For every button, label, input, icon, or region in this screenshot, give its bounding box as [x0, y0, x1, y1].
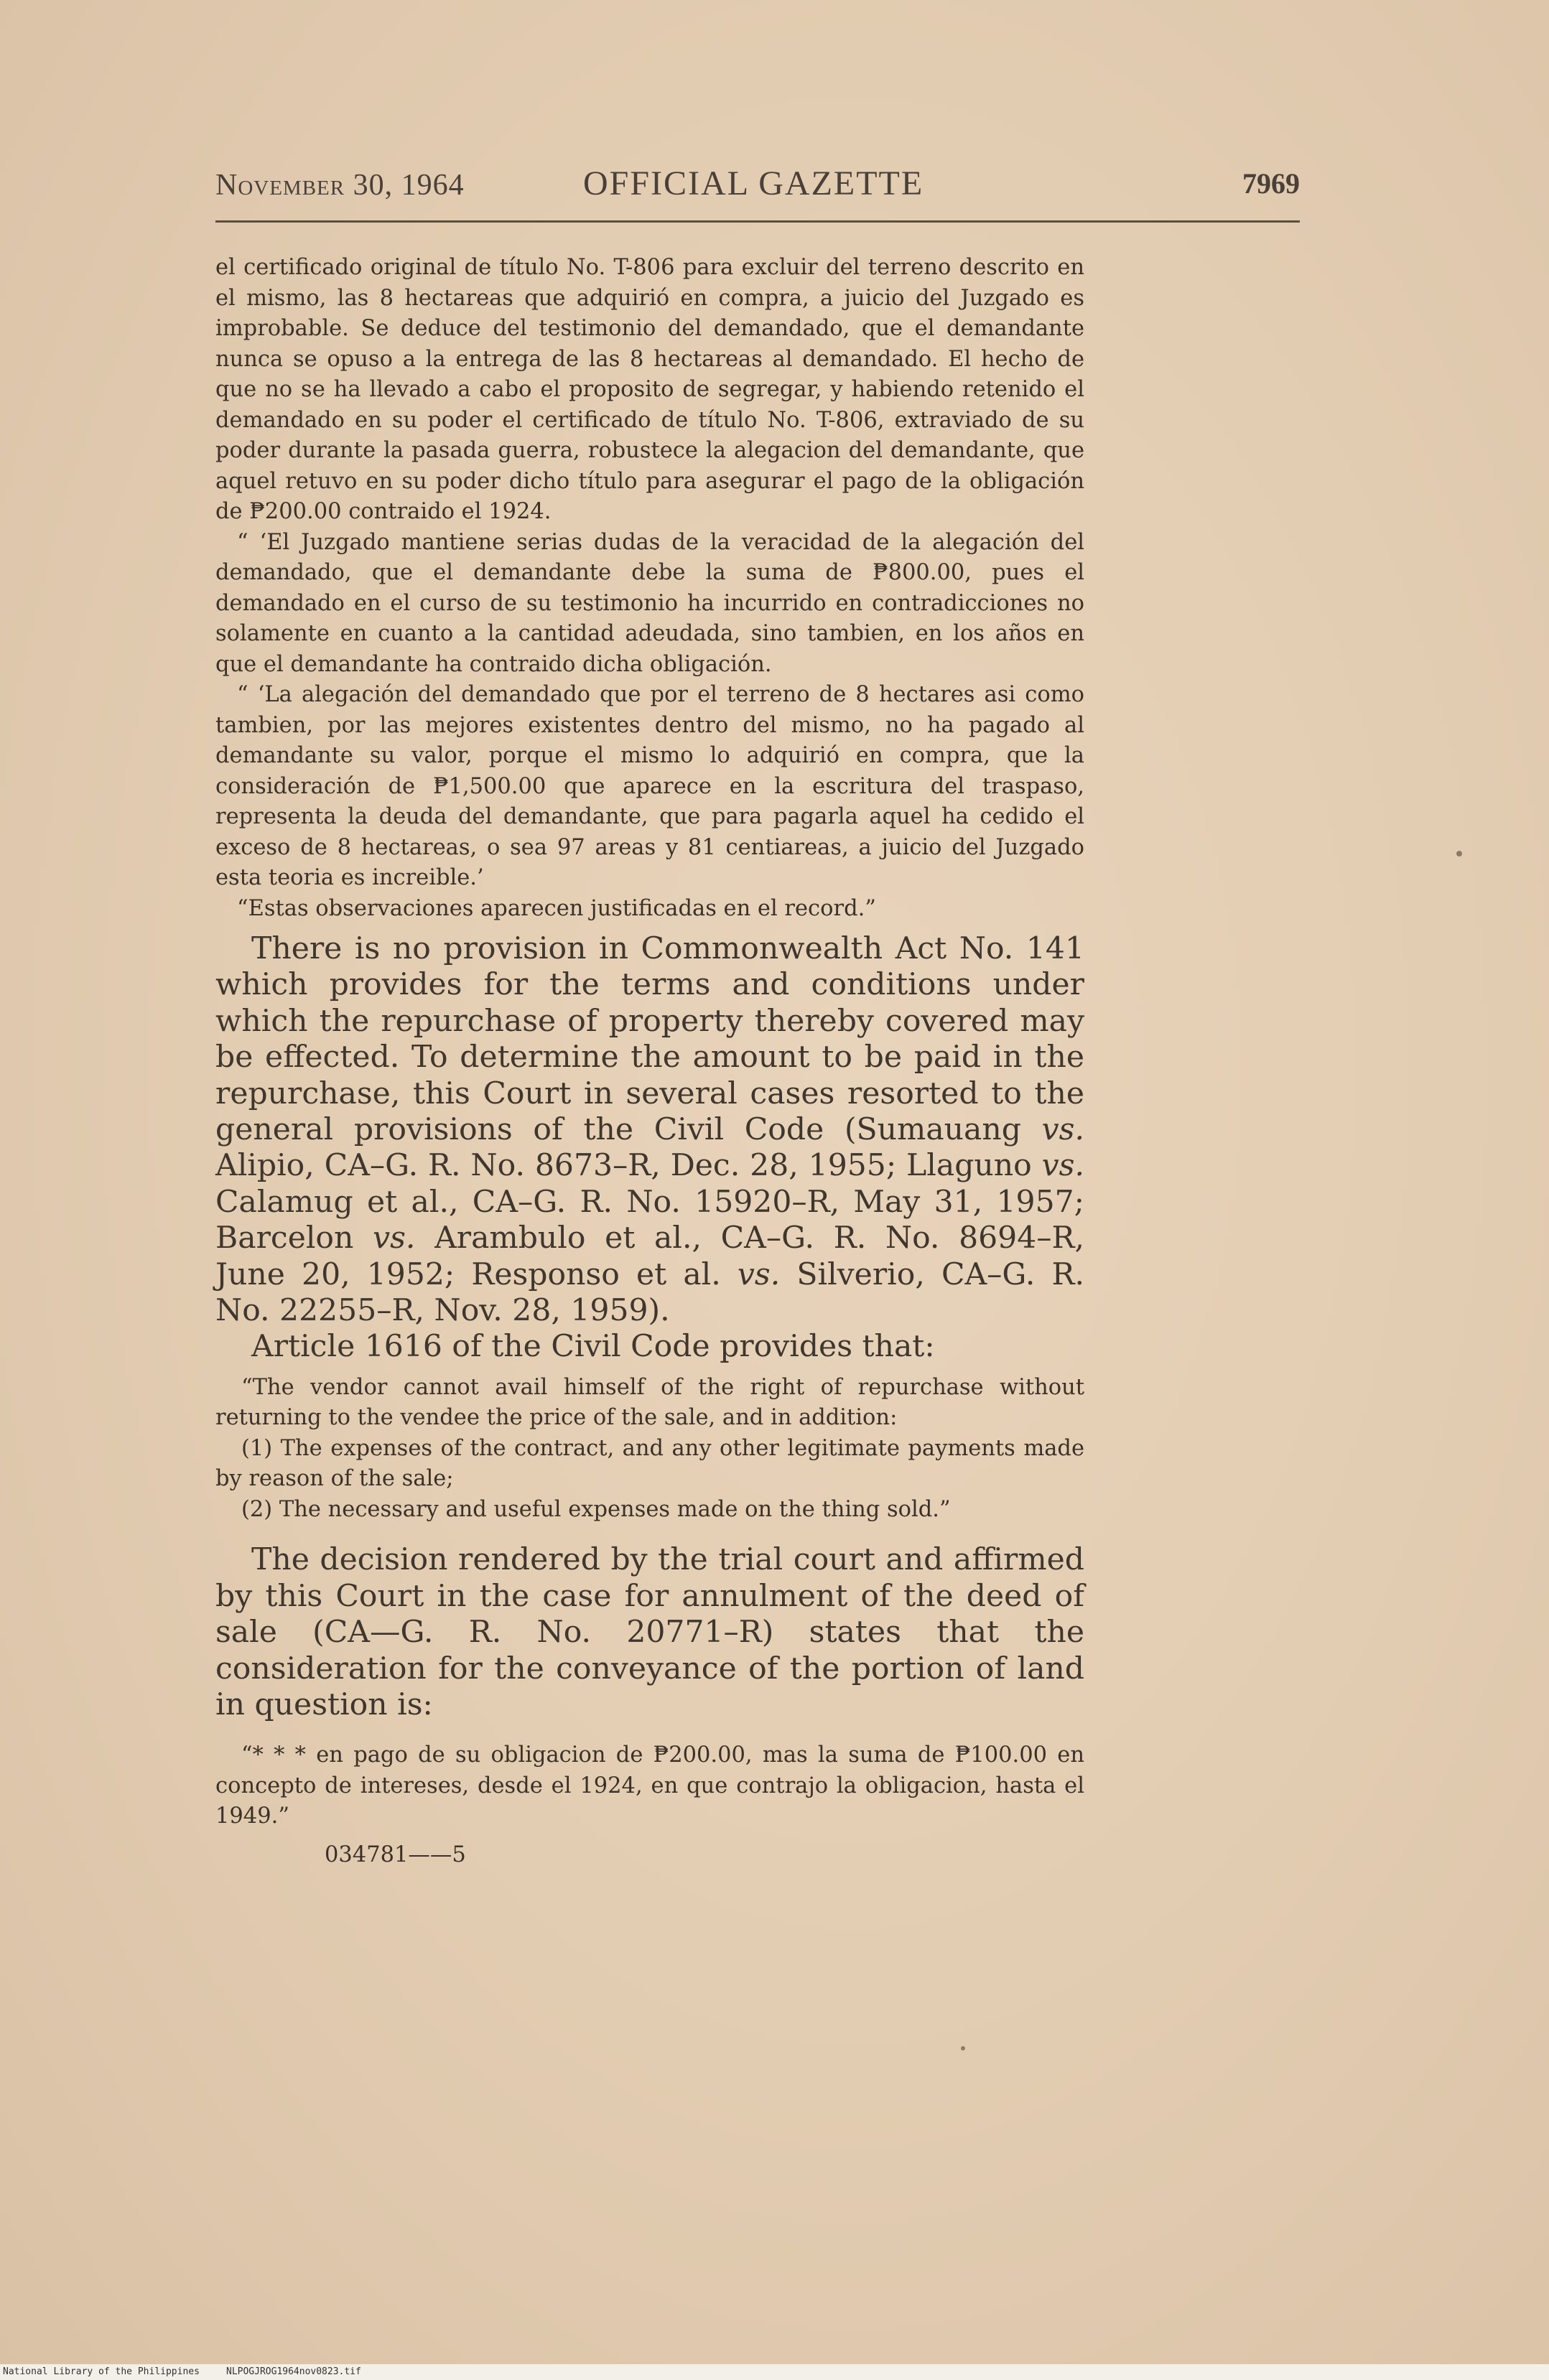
spacer — [215, 1525, 1084, 1542]
scan-footer — [0, 2364, 1549, 2380]
print-code: 034781——5 — [325, 1842, 466, 1867]
versus-label: vs. — [1041, 1112, 1084, 1148]
quote-item-2: (2) The necessary and useful expenses made on the thing sold.” — [241, 1496, 951, 1522]
page-header — [215, 164, 1300, 207]
paragraph-decision: The decision rendered by the trial court and affirmed by this Court in the case for annulment of the deed of sale (CA—G. R. No. 20771–R) states that the consideration for the conveyance of the portion of land in question is: — [215, 1542, 1084, 1722]
text-segment: Alipio, CA–G. R. No. 8673–R, Dec. 28, 1955; Llaguno — [215, 1148, 1042, 1184]
quote-obligacion: “* * * en pago de su obligacion de ₱200.00, mas la suma de ₱100.00 en concepto de intereses, desde el 1924, en que contrajo la obligacion, hasta el 1949.” — [215, 1742, 1084, 1829]
paragraph-certificado: el certificado original de título No. T-806 para excluir del terreno descrito en el mismo, las 8 hectareas que adquirió en compra, a juicio del Juzgado es improbable. Se deduce del testimonio del demandado, que el demandante nunca se opuso a la entrega de las 8 hectareas al demandado. El hecho de que no se ha llevado a cabo el proposito de segregar, y habiendo retenido el demandado en su poder el certificado de título No. T-806, extraviado de su poder durante la pasada guerra, robustece la alegacion del demandante, que aquel retuvo en su poder dicho título para asegurar el pago de la obligación de ₱200.00 contraido el 1924. — [215, 255, 1084, 524]
page-body — [215, 253, 1084, 1867]
paragraph-article-1616: Article 1616 of the Civil Code provides that: — [251, 1329, 935, 1365]
page-number: 7969 — [1242, 167, 1300, 200]
article-quote — [215, 1373, 1084, 1526]
spacer — [215, 924, 1084, 931]
paragraph-observaciones: “Estas observaciones aparecen justificadas en el record.” — [237, 895, 876, 921]
spacer — [215, 1366, 1084, 1373]
quote-vendor: “The vendor cannot avail himself of the right of repurchase without returning to the vendee the price of the sale, and in addition: — [215, 1374, 1084, 1431]
footer-file: NLPOGJROG1964nov0823.tif — [226, 2366, 361, 2377]
spacer — [215, 1723, 1084, 1740]
versus-label: vs. — [1041, 1148, 1084, 1184]
header-rule — [215, 220, 1300, 223]
ink-speck — [1456, 851, 1462, 857]
paragraph-juzgado-dudas: “ ‘El Juzgado mantiene serias dudas de la veracidad de la alegación del demandado, que el demandante debe la suma de ₱800.00, pues el demandado en el curso de su testimonio ha incurrido en contradicciones no solamente en cuanto a la cantidad adeudada, sino tambien, en los años en que el demandante ha contraido dicha obligación. — [215, 529, 1084, 677]
text-segment: Silverio, CA–G. R. No. 22255–R, Nov. 28, 1959). — [215, 1256, 1084, 1329]
publication-title: OFFICIAL GAZETTE — [583, 164, 924, 202]
issue-date: November 30, 1964 — [215, 169, 465, 202]
quote-item-1: (1) The expenses of the contract, and any other legitimate payments made by reason of the sale; — [215, 1435, 1084, 1492]
footer-library: National Library of the Philippines — [3, 2366, 200, 2377]
text-segment: Arambulo et al., CA–G. R. No. 8694–R, June 20, 1952; Responso et al. — [215, 1221, 1084, 1292]
text-segment: Calamug et al., CA–G. R. No. 15920–R, May 31, 1957; Barcelon — [215, 1184, 1084, 1256]
ink-speck — [961, 2046, 965, 2050]
versus-label: vs. — [737, 1256, 781, 1292]
decision-quote — [215, 1740, 1084, 1832]
paragraph-commonwealth-act — [215, 931, 1084, 1329]
paragraph-alegacion: “ ‘La alegación del demandado que por el terreno de 8 hectares asi como tambien, por las mejores existentes dentro del mismo, no ha pagado al demandante su valor, porque el mismo lo adquirió en compra, que la consideración de ₱1,500.00 que aparece en la escritura del traspaso, representa la deuda del demandante, que para pagarla aquel ha cedido el exceso de 8 hectareas, o sea 97 areas y 81 centiareas, a juicio del Juzgado esta teoria es increible.’ — [215, 682, 1084, 890]
versus-label: vs. — [373, 1221, 416, 1256]
text-segment: There is no provision in Commonwealth Act No. 141 which provides for the terms and conditions under which the repurchase of property thereby covered may be effected. To determine the amount to be paid in the repurchase, this Court in several cases resorted to the general provisions of the Civil Code (Sumauang — [215, 931, 1084, 1148]
